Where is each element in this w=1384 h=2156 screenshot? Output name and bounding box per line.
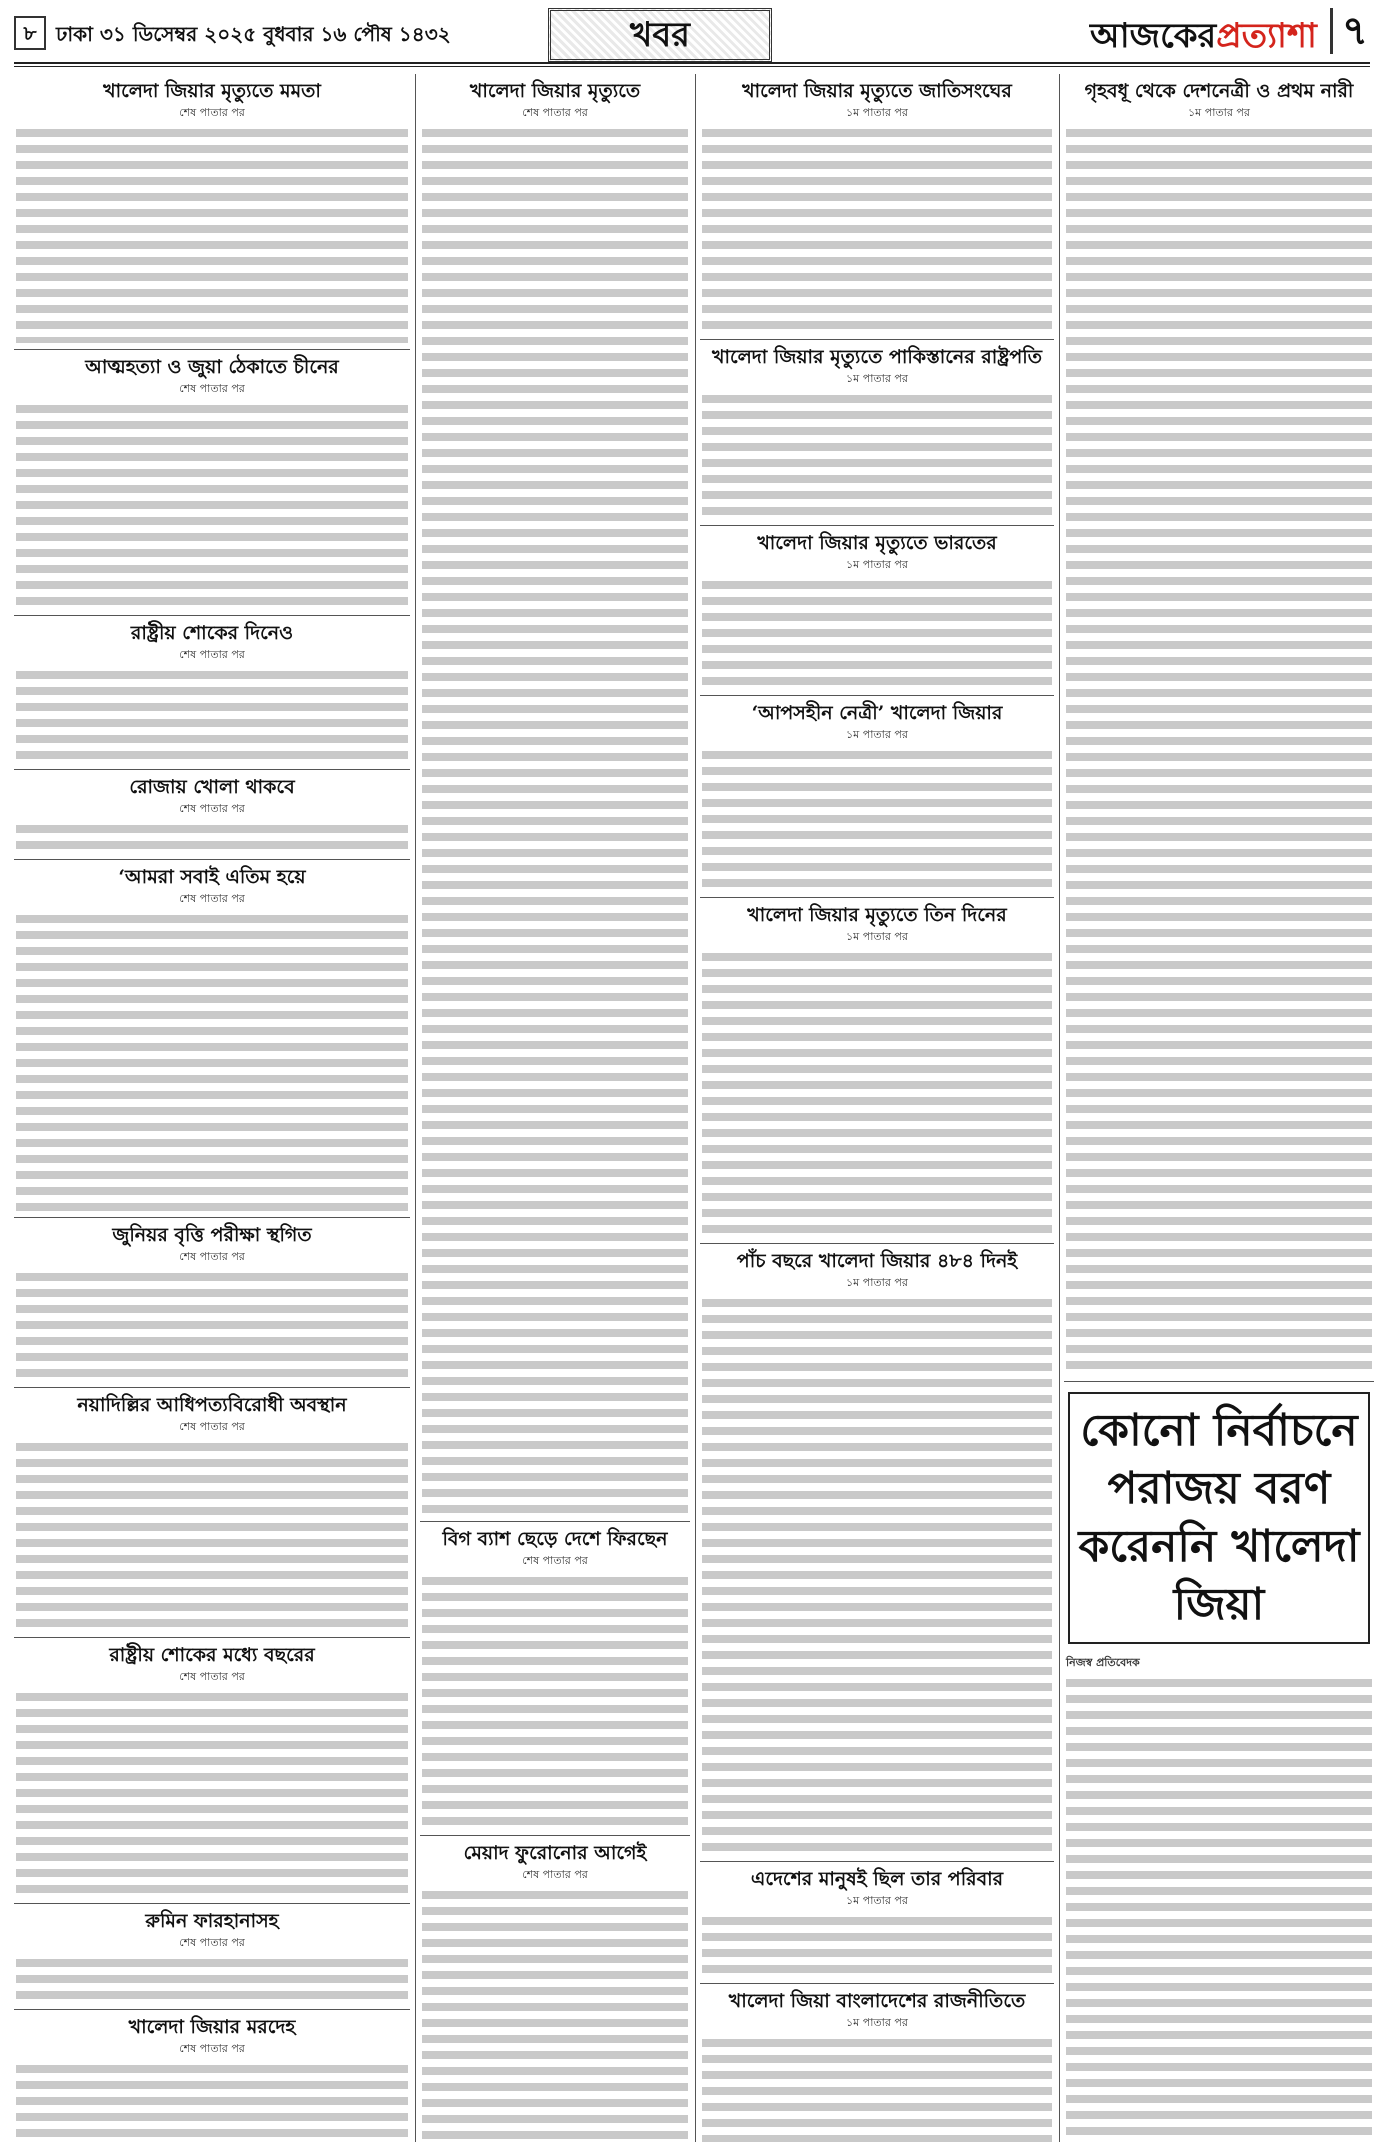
news-story bbox=[700, 1984, 1054, 2142]
feature-byline: নিজস্ব প্রতিবেদক bbox=[1066, 1656, 1140, 1669]
continuation-label: শেষ পাতার পর bbox=[179, 648, 245, 661]
news-story bbox=[700, 526, 1054, 696]
continuation-label: শেষ পাতার পর bbox=[179, 802, 245, 815]
continuation-label: ১ম পাতার পর bbox=[846, 106, 908, 119]
story-body bbox=[702, 949, 1052, 1237]
news-story bbox=[700, 340, 1054, 526]
column-1 bbox=[14, 74, 410, 2142]
story-headline: ‘আমরা সবাই এতিম হয়ে bbox=[118, 866, 306, 888]
story-headline: খালেদা জিয়ার মৃত্যুতে তিন দিনের bbox=[747, 904, 1007, 926]
story-headline: রোজায় খোলা থাকবে bbox=[129, 776, 295, 798]
story-body bbox=[16, 1269, 408, 1381]
continuation-label: ১ম পাতার পর bbox=[846, 1276, 908, 1289]
news-story bbox=[14, 74, 410, 350]
continuation-label: ১ম পাতার পর bbox=[846, 2016, 908, 2029]
news-story bbox=[700, 1862, 1054, 1984]
story-body bbox=[16, 125, 408, 343]
story-headline: খালেদা জিয়ার মৃত্যুতে পাকিস্তানের রাষ্ট্রপতি bbox=[712, 346, 1042, 368]
story-body bbox=[702, 1913, 1052, 1977]
column-4 bbox=[1064, 74, 1374, 2142]
continuation-label: ১ম পাতার পর bbox=[846, 1894, 908, 1907]
story-body bbox=[702, 577, 1052, 689]
story-body bbox=[16, 401, 408, 609]
column-divider bbox=[1059, 74, 1060, 2142]
story-body bbox=[702, 2035, 1052, 2142]
logo-word-2: প্রত্যাশা bbox=[1216, 16, 1317, 56]
section-title: খবর bbox=[548, 8, 772, 62]
story-headline: নয়াদিল্লির আধিপত্যবিরোধী অবস্থান bbox=[77, 1394, 347, 1416]
news-story bbox=[700, 1244, 1054, 1862]
news-story bbox=[14, 616, 410, 770]
continuation-label: শেষ পাতার পর bbox=[522, 106, 588, 119]
news-story bbox=[700, 74, 1054, 340]
story-body bbox=[16, 1439, 408, 1631]
story-body bbox=[16, 1689, 408, 1897]
story-headline: খালেদা জিয়া বাংলাদেশের রাজনীতিতে bbox=[728, 1990, 1026, 2012]
story-body bbox=[702, 747, 1052, 891]
column-divider bbox=[695, 74, 696, 2142]
column-2 bbox=[420, 74, 690, 2142]
story-body bbox=[422, 1887, 688, 2142]
story-headline: পাঁচ বছরে খালেদা জিয়ার ৪৮৪ দিনই bbox=[736, 1250, 1018, 1272]
news-story bbox=[700, 696, 1054, 898]
story-body bbox=[702, 1295, 1052, 1855]
header-rule bbox=[14, 62, 1370, 64]
continuation-label: শেষ পাতার পর bbox=[179, 892, 245, 905]
story-headline: খালেদা জিয়ার মরদেহ bbox=[128, 2016, 296, 2038]
continuation-label: শেষ পাতার পর bbox=[179, 1670, 245, 1683]
news-story bbox=[14, 1638, 410, 1904]
story-headline: রাষ্ট্রীয় শোকের মধ্যে বছরের bbox=[109, 1644, 315, 1666]
continuation-label: শেষ পাতার পর bbox=[179, 1420, 245, 1433]
news-story bbox=[1064, 74, 1374, 1382]
feature-story bbox=[1064, 1650, 1374, 2142]
news-story bbox=[14, 1218, 410, 1388]
news-story bbox=[420, 1836, 690, 2142]
story-headline: আত্মহত্যা ও জুয়া ঠেকাতে চীনের bbox=[85, 356, 339, 378]
news-story bbox=[14, 860, 410, 1218]
continuation-label: ১ম পাতার পর bbox=[1188, 106, 1250, 119]
continuation-label: শেষ পাতার পর bbox=[179, 382, 245, 395]
news-story bbox=[420, 1522, 690, 1836]
story-headline: এদেশের মানুষই ছিল তার পরিবার bbox=[750, 1868, 1004, 1890]
story-body bbox=[16, 821, 408, 853]
news-story bbox=[14, 770, 410, 860]
story-headline: ‘আপসহীন নেত্রী’ খালেদা জিয়ার bbox=[751, 702, 1003, 724]
continuation-label: ১ম পাতার পর bbox=[846, 728, 908, 741]
header-rule-thin bbox=[14, 66, 1370, 67]
story-headline: বিগ ব্যাশ ছেড়ে দেশে ফিরছেন bbox=[442, 1528, 668, 1550]
continuation-label: শেষ পাতার পর bbox=[522, 1868, 588, 1881]
logo-word-1: আজকের bbox=[1090, 16, 1217, 56]
story-headline: খালেদা জিয়ার মৃত্যুতে মমতা bbox=[103, 80, 321, 102]
story-body bbox=[16, 911, 408, 1211]
feature-headline: কোনো নির্বাচনে পরাজয় বরণ করেননি খালেদা জিয়া bbox=[1068, 1392, 1370, 1644]
column-3 bbox=[700, 74, 1054, 2142]
left-page-marker: ৮ bbox=[14, 16, 46, 50]
continuation-label: ১ম পাতার পর bbox=[846, 372, 908, 385]
story-headline: খালেদা জিয়ার মৃত্যুতে জাতিসংঘের bbox=[742, 80, 1012, 102]
story-body bbox=[702, 125, 1052, 333]
continuation-label: শেষ পাতার পর bbox=[179, 1936, 245, 1949]
continuation-label: শেষ পাতার পর bbox=[179, 106, 245, 119]
news-story bbox=[420, 74, 690, 1522]
story-body bbox=[16, 667, 408, 763]
story-body bbox=[702, 391, 1052, 519]
news-story bbox=[14, 1904, 410, 2010]
story-body bbox=[422, 1573, 688, 1829]
story-body bbox=[1066, 125, 1372, 1375]
story-body bbox=[422, 125, 688, 1515]
story-headline: রাষ্ট্রীয় শোকের দিনেও bbox=[130, 622, 294, 644]
story-headline: জুনিয়র বৃত্তি পরীক্ষা স্থগিত bbox=[112, 1224, 312, 1246]
continuation-label: শেষ পাতার পর bbox=[179, 2042, 245, 2055]
news-story bbox=[14, 2010, 410, 2142]
continuation-label: শেষ পাতার পর bbox=[179, 1250, 245, 1263]
newspaper-logo bbox=[1090, 10, 1317, 67]
story-body bbox=[16, 1955, 408, 2003]
story-headline: খালেদা জিয়ার মৃত্যুতে ভারতের bbox=[757, 532, 997, 554]
story-body bbox=[16, 2061, 408, 2142]
news-story bbox=[700, 898, 1054, 1244]
story-body bbox=[1066, 1675, 1372, 2142]
story-headline: রুমিন ফারহানাসহ bbox=[145, 1910, 279, 1932]
column-divider bbox=[415, 74, 416, 2142]
news-story bbox=[14, 350, 410, 616]
story-headline: খালেদা জিয়ার মৃত্যুতে bbox=[469, 80, 641, 102]
continuation-label: শেষ পাতার পর bbox=[522, 1554, 588, 1567]
news-story bbox=[14, 1388, 410, 1638]
continuation-label: ১ম পাতার পর bbox=[846, 558, 908, 571]
issue-date: ঢাকা ৩১ ডিসেম্বর ২০২৫ বুধবার ১৬ পৌষ ১৪৩২ bbox=[56, 22, 451, 46]
story-headline: মেয়াদ ফুরোনোর আগেই bbox=[463, 1842, 647, 1864]
story-headline: গৃহবধূ থেকে দেশনেত্রী ও প্রথম নারী bbox=[1084, 80, 1354, 102]
page-number: ৭ bbox=[1330, 8, 1377, 54]
continuation-label: ১ম পাতার পর bbox=[846, 930, 908, 943]
